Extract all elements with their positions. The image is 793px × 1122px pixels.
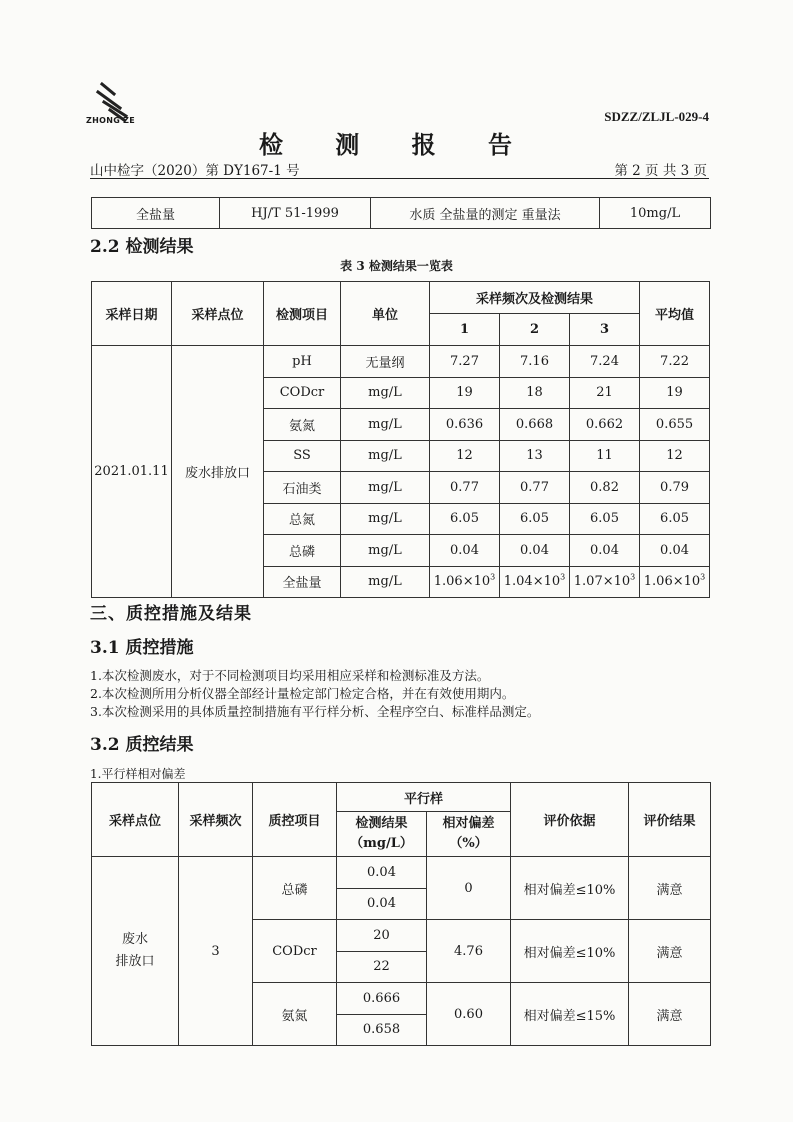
- header-unit: （mg/L）: [350, 836, 413, 851]
- qc-dev: 4.76: [427, 920, 511, 983]
- row-v1: 0.636: [430, 409, 500, 441]
- qc-table: [91, 782, 711, 1046]
- value-mantissa: 1.06×10: [643, 574, 701, 590]
- qc-point-line2: 排放口: [115, 954, 155, 969]
- row-avg: 12: [640, 440, 710, 472]
- row-v3: [570, 566, 640, 598]
- value-mantissa: 1.04×10: [503, 574, 561, 590]
- qc-header-eval: 评价结果: [629, 783, 711, 857]
- row-item: CODcr: [264, 377, 341, 409]
- qc-eval: 满意: [629, 983, 711, 1046]
- qc-header-basis: 评价依据: [511, 783, 629, 857]
- value-mantissa: 1.06×10: [433, 574, 491, 590]
- row-v2: [500, 566, 570, 598]
- header-label: 相对偏差: [442, 816, 495, 831]
- row-avg: 6.05: [640, 503, 710, 535]
- row-v1: 19: [430, 377, 500, 409]
- row-v3: 0.662: [570, 409, 640, 441]
- logo-text: ZHONG ZE: [86, 116, 136, 125]
- row-unit: mg/L: [341, 503, 430, 535]
- qc-result: 0.04: [337, 857, 427, 889]
- row-avg: 0.79: [640, 472, 710, 504]
- row-v3: 7.24: [570, 346, 640, 378]
- row-item: pH: [264, 346, 341, 378]
- row-v1: 0.04: [430, 535, 500, 567]
- qc-header-result: [337, 812, 427, 857]
- qc-label: 1.平行样相对偏差: [90, 767, 186, 781]
- qc-point-line1: 废水: [121, 932, 148, 947]
- row-item: 总氮: [264, 503, 341, 535]
- table-caption: 表 3 检测结果一览表: [340, 259, 453, 273]
- row-v2: 0.668: [500, 409, 570, 441]
- row-v1: 0.77: [430, 472, 500, 504]
- header-average: 平均值: [640, 282, 710, 346]
- row-v1: 7.27: [430, 346, 500, 378]
- qc-result: 0.658: [337, 1014, 427, 1046]
- report-number: 山中检字（2020）第 DY167-1 号: [90, 163, 300, 179]
- header-n1: 1: [430, 314, 500, 346]
- method-item: 全盐量: [92, 198, 220, 229]
- method-name: 水质 全盐量的测定 重量法: [371, 198, 600, 229]
- header-point: 采样点位: [172, 282, 264, 346]
- page-number: 第 2 页 共 3 页: [614, 163, 707, 179]
- paragraph: 2.本次检测所用分析仪器全部经计量检定部门检定合格，并在有效使用期内。: [90, 686, 515, 701]
- row-item: 全盐量: [264, 566, 341, 598]
- section-heading-2-2: 2.2 检测结果: [90, 237, 194, 257]
- row-v1: 12: [430, 440, 500, 472]
- qc-header-dev: [427, 812, 511, 857]
- method-limit: 10mg/L: [600, 198, 711, 229]
- header-frequency: 采样频次及检测结果: [430, 282, 640, 314]
- qc-dev: 0.60: [427, 983, 511, 1046]
- row-v2: 6.05: [500, 503, 570, 535]
- header-label: 检测结果: [355, 816, 408, 831]
- row-v2: 13: [500, 440, 570, 472]
- section-heading-3-1: 3.1 质控措施: [90, 638, 194, 658]
- value-exponent: 3: [700, 572, 706, 582]
- table-header-row: [92, 783, 711, 812]
- row-item: SS: [264, 440, 341, 472]
- header-item: 检测项目: [264, 282, 341, 346]
- row-avg: 7.22: [640, 346, 710, 378]
- qc-result: 22: [337, 951, 427, 983]
- header-n3: 3: [570, 314, 640, 346]
- method-table: [91, 197, 711, 229]
- table-row: [92, 857, 711, 889]
- row-v3: 0.82: [570, 472, 640, 504]
- qc-header-item: 质控项目: [253, 783, 337, 857]
- row-v2: 0.04: [500, 535, 570, 567]
- header-n2: 2: [500, 314, 570, 346]
- qc-dev: 0: [427, 857, 511, 920]
- row-avg: 0.655: [640, 409, 710, 441]
- row-v3: 6.05: [570, 503, 640, 535]
- value-exponent: 3: [560, 572, 566, 582]
- table-row: [92, 198, 711, 229]
- qc-item: CODcr: [253, 920, 337, 983]
- row-v1: [430, 566, 500, 598]
- row-v2: 18: [500, 377, 570, 409]
- header-unit: （%）: [449, 836, 488, 851]
- qc-header-freq: 采样频次: [179, 783, 253, 857]
- document-code: SDZZ/ZLJL-029-4: [604, 109, 709, 124]
- row-unit: 无量纲: [341, 346, 430, 378]
- qc-item: 总磷: [253, 857, 337, 920]
- row-avg: 0.04: [640, 535, 710, 567]
- row-unit: mg/L: [341, 377, 430, 409]
- qc-eval: 满意: [629, 920, 711, 983]
- header-divider: [90, 178, 709, 179]
- row-v2: 7.16: [500, 346, 570, 378]
- paragraph: 3.本次检测采用的具体质量控制措施有平行样分析、全程序空白、标准样品测定。: [90, 704, 540, 719]
- value-mantissa: 1.07×10: [573, 574, 631, 590]
- row-v1: 6.05: [430, 503, 500, 535]
- qc-result: 0.04: [337, 888, 427, 920]
- qc-header-parallel: 平行样: [337, 783, 511, 812]
- table-header-row: [92, 282, 710, 314]
- qc-basis: 相对偏差≤15%: [511, 983, 629, 1046]
- sampling-point: 废水排放口: [172, 346, 264, 598]
- table-row: [92, 346, 710, 378]
- row-v3: 0.04: [570, 535, 640, 567]
- row-unit: mg/L: [341, 566, 430, 598]
- row-v3: 11: [570, 440, 640, 472]
- page-title: 检 测 报 告: [258, 130, 535, 159]
- row-v2: 0.77: [500, 472, 570, 504]
- section-heading-3: 三、质控措施及结果: [90, 604, 252, 624]
- qc-item: 氨氮: [253, 983, 337, 1046]
- row-item: 总磷: [264, 535, 341, 567]
- qc-result: 20: [337, 920, 427, 952]
- qc-basis: 相对偏差≤10%: [511, 857, 629, 920]
- qc-result: 0.666: [337, 983, 427, 1015]
- row-avg: [640, 566, 710, 598]
- row-item: 氨氮: [264, 409, 341, 441]
- row-unit: mg/L: [341, 535, 430, 567]
- qc-point: [92, 857, 179, 1046]
- section-heading-3-2: 3.2 质控结果: [90, 735, 194, 755]
- qc-basis: 相对偏差≤10%: [511, 920, 629, 983]
- qc-header-point: 采样点位: [92, 783, 179, 857]
- row-avg: 19: [640, 377, 710, 409]
- paragraph: 1.本次检测废水，对于不同检测项目均采用相应采样和检测标准及方法。: [90, 668, 490, 683]
- row-unit: mg/L: [341, 440, 430, 472]
- row-unit: mg/L: [341, 472, 430, 504]
- method-standard: HJ/T 51-1999: [220, 198, 371, 229]
- value-exponent: 3: [490, 572, 496, 582]
- value-exponent: 3: [630, 572, 636, 582]
- qc-eval: 满意: [629, 857, 711, 920]
- sampling-date: 2021.01.11: [92, 346, 172, 598]
- row-unit: mg/L: [341, 409, 430, 441]
- qc-freq: 3: [179, 857, 253, 1046]
- row-v3: 21: [570, 377, 640, 409]
- row-item: 石油类: [264, 472, 341, 504]
- header-unit: 单位: [341, 282, 430, 346]
- results-table: [91, 281, 710, 598]
- header-date: 采样日期: [92, 282, 172, 346]
